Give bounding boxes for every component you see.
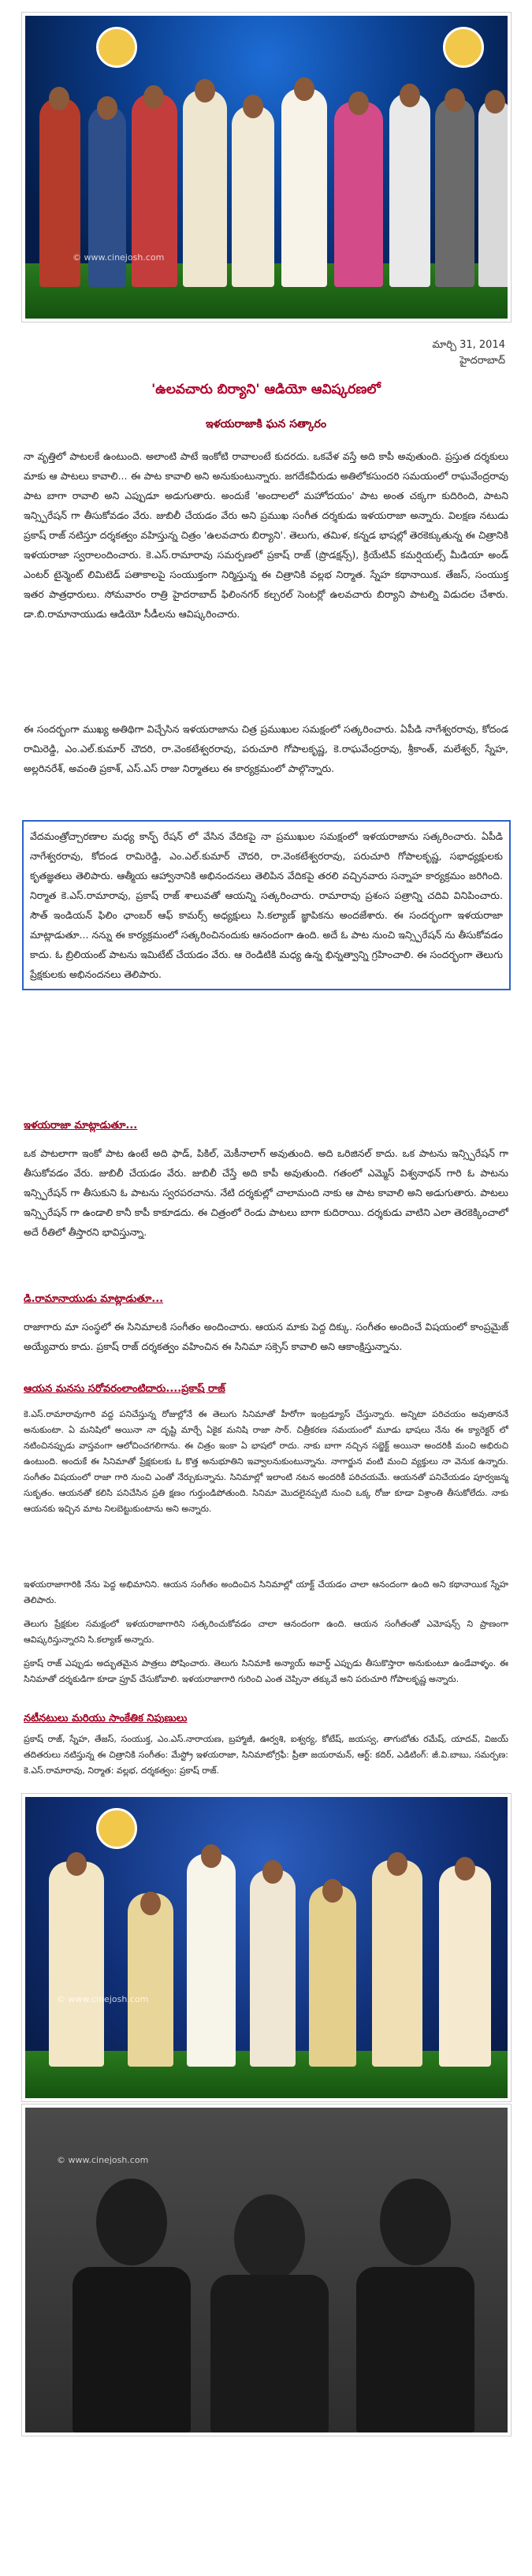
section-heading-cast: నటీనటులు మరియు సాంకేతిక నిపుణులు xyxy=(24,1713,188,1724)
article-paragraph: ఒక పాటలాగా ఇంకో పాట ఉంటే అది ఫాడ్, పికిల్, మెకీనాలాగ్ అవుతుంది. అది ఒరిజినల్ కాదు. ఒక పాటను ఇన్స్పిరేషన్ గా తీసుకోవడం వేరు. జుబిలీ చేయడం వేరు. జుబిలీ చేస్తే అది కాపీ అవుతుంది. గతంలో ఎమ్మెస్ విశ్వనాథన్ గారి ఓ పాటను ఇన్స్పిరేషన్ గా తీసుకుని ఓ పాటను స్వరపరచాను. నేటి దర్శకుల్లో చాలామంది నాకు ఆ పాట కావాలి అని అడుగుతారు. పాటలు ఇన్స్పిరేషన్ గా ఉండాలి కానీ కాపీ కాకూడదు. ఈ చిత్రంలో రెండు పాటలు బాగా కుదిరాయి. దర్శకుడు వాటిని ఎలా తెరకెక్కించాలో అదే రీతిలో తీస్తారని భావిస్తున్నా. xyxy=(24,1147,508,1238)
event-logo-left xyxy=(96,27,137,68)
dateline xyxy=(432,337,505,369)
event-stage-photo xyxy=(22,13,511,322)
article-paragraph: రాజాగారు మా సంస్థలో ఈ సినిమాలకి సంగీతం అందించారు. ఆయన మాకు పెద్ద దిక్కు. సంగీతం అందించే విషయంలో కాంప్రమైజ్ అయ్యేవారు కాదు. ప్రకాష్ రాజ్ దర్శకత్వం వహించిన ఈ సినిమా సక్సెస్ కావాలి అని ఆకాంక్షిస్తున్నాను. xyxy=(24,1321,508,1352)
watermark: © www.cinejosh.com xyxy=(57,1994,149,2004)
watermark: © www.cinejosh.com xyxy=(57,2155,149,2165)
dance-performance-photo xyxy=(22,1794,511,2101)
section-heading-ramanaidu: డి.రామానాయుడు మాట్లాడుతూ... xyxy=(24,1293,164,1305)
article-paragraph: నా వృత్తిలో పాటలకే ఉంటుంది. అలాంటి పాటే ఇంకోటి రావాలంటే కుదరదు. ఒకవేళ వస్తే అది కాపీ అవుతుంది. ప్రస్తుత దర్శకులు మాకు ఆ పాటలు కావాలి... ఈ పాట కావాలి అని అనుకుంటున్నారు. జగదేకవీరుడు అతిలోకసుందరి సమయంలో రాఘవేంద్రరావు పాట బాగా రావాలి అని ఎప్పుడూ అడుగుతారు. అందుకే 'అందాలలో మహోదయం' పాట అంత చక్కగా కుదిరింది, పాటని ఇన్స్పిరేషన్ గా తీసుకోవడం వేరు. జుబిలీ చేయడం వేరు అని ప్రముఖ సంగీత దర్శకుడు ఇళయరాజా అన్నారు. విలక్షణ నటుడు ప్రకాష్ రాజ్ నటిస్తూ దర్శకత్వం వహిస్తున్న చిత్రం 'ఉలవచారు బిర్యాని'. తెలుగు, తమిళ, కన్నడ భాషల్లో తెరకెక్కుతున్న ఈ చిత్రానికి ఇళయరాజా స్వరాలందించారు. కె.ఎస్.రామారావు సమర్పణలో ప్రకాష్ రాజ్ (ప్రొడక్షన్స్), క్రియేటివ్ కమర్షియల్స్ మీడియా అండ్ ఎంటర్ టైన్మెంట్ లిమిటెడ్ పతాకాలపై సంయుక్తంగా నిర్మిస్తున్న ఈ చిత్రానికి వల్లభ నిర్మాత. స్నేహ కథానాయిక. తేజస్, సంయుక్త ఇతర పాత్రధారులు. సోమవారం రాత్రి హైదరాబాద్ ఫిలింనగర్ కల్చరల్ సెంటర్లో ఉలవచారు బిర్యాని పాటల్ని విడుదల చేశారు. డా.బి.రామానాయుడు ఆడియో సీడీలను ఆవిష్కరించారు. xyxy=(24,450,508,620)
watermark: © www.cinejosh.com xyxy=(73,252,165,263)
place: హైదరాబాద్ xyxy=(459,355,505,367)
article-paragraph: కె.ఎస్.రామారావుగారి వద్ద పనిచేస్తున్న రోజుల్లోనే ఈ తెలుగు సినిమాతో హీరోగా ఇంట్రడ్యూస్ చేస్తున్నారు. అన్నిటా పరిచయం అవుతాననే అనుకుంటా. ఏ మనిషిలో అయినా నా దృష్టి మార్చే ఏకైక మనిషి రాజా సార్. చిత్రీకరణ సమయంలో మూడు భాషలు నేను ఈ క్యారెక్టర్ లో నటించినప్పుడు వాస్తవంగా ఆలోచించగలిగాను. ఈ చిత్రం ఇంకా ఏ భాషలో రాదు. నాకు బాగా నచ్చిన సబ్జెక్ట్ అయినా అందరికీ మంచి అభిరుచి ఉంటుంది. అందుకే ఈ సినిమాతో ప్రేక్షకులకు ఓ కొత్త అనుభూతిని ఇవ్వాలనుకుంటున్నాను. నాగార్జున వంటి మంచి వ్యక్తులు నా వెనుక ఉన్నారు. సంగీతం విషయంలో రాజా గారి నుంచి ఎంతో నేర్చుకున్నాను. సినిమాల్లో ఇలాంటి నటన అందరికీ పరిచయమే. ఆయనతో పనిచేయడం పూర్వజన్మ సుకృతం. ఆయనతో కలిసి పనిచేసిన ప్రతి క్షణం గుర్తుండిపోతుంది. సినిమా మొదలైనప్పటి నుంచి ఒక్క రోజు కూడా విశ్రాంతి తీసుకోలేదు. నాకు ఆయనకు ఇచ్చిన మాట నిలబెట్టుకుంటాను అని అన్నారు. xyxy=(24,1409,508,1514)
subhead: ఇళయరాజాకి ఘన సత్కారం xyxy=(205,418,327,431)
article-paragraph: ఇళయరాజాగారికి నేను పెద్ద అభిమానిని. ఆయన సంగీతం అందించిన సినిమాల్లో యాక్ట్ చేయడం చాలా ఆనందంగా ఉంది అని కథానాయిక స్నేహ తెలిపారు. xyxy=(24,1579,508,1605)
event-logo-right xyxy=(443,27,484,68)
section-heading-ilayaraja: ఇళయరాజా మాట్లాడుతూ... xyxy=(24,1120,138,1131)
article-paragraph: ఈ సందర్భంగా ముఖ్య అతిథిగా విచ్చేసిన ఇళయరాజాను చిత్ర ప్రముఖుల సమక్షంలో సత్కరించారు. ఏపీడి నాగేశ్వరరావు, కోదండ రామిరెడ్డి, ఎం.ఎల్.కుమార్ చౌదరి, రా.వెంకటేశ్వరరావు, పరుచూరి గోపాలకృష్ణ, కె.రాఘవేంద్రరావు, శ్రీకాంత్, మలేశ్వర్, స్నేహ, అల్లరినరేశ్, అవంతి ప్రకాశ్, ఎస్.ఎస్ రాజు నిర్మాతలు ఈ కార్యక్రమంలో పాల్గొన్నారు. xyxy=(24,723,508,774)
section-heading-prakash: ఆయన మనసు సరోవరంలాంటిదారు....ప్రకాష్ రాజ్ xyxy=(24,1383,225,1395)
article-paragraph: ప్రకాష్ రాజ్ ఎప్పుడు అద్భుతమైన పాత్రలు పోషించారు. తెలుగు సినిమాకి అన్యాయ్ అవార్డ్ ఎప్పుడు తీసుకొస్తారా అనుకుంటూ ఉండేవాళ్ళం. ఈ సినిమాతో దర్శకుడిగా కూడా ప్రూవ్ చేసుకోవాలి. ఇళయరాజాగారి గురించి ఎంత చెప్పినా తక్కువే అని పరుచూరి గోపాలకృష్ణ అన్నారు. xyxy=(24,1658,508,1684)
date: మార్చి 31, 2014 xyxy=(432,339,505,351)
headline: 'ఉలవచారు బిర్యాని' ఆడియో ఆవిష్కరణలో xyxy=(151,382,381,397)
event-logo xyxy=(96,1808,137,1849)
audience-photo xyxy=(22,2104,511,2436)
highlight-box: వేదమంత్రోచ్చారణాల మధ్య కాన్ఫ్ రేషన్ లో వేసిన వేదికపై నా ప్రముఖుల సమక్షంలో ఇళయరాజాను సత్కరించారు. ఏపీడి నాగేశ్వరరావు, కోదండ రామిరెడ్డి, ఎం.ఎల్.కుమార్ చౌదరి, రా.వెంకటేశ్వరరావు, పరుచూరి గోపాలకృష్ణ, సభాధ్యక్షులకు కృతజ్ఞతలు తెలిపారు. ఆత్మీయ ఆహ్వానానికి అభినందనలు తెలిపిన వేదికపై తరలి వచ్చినవారు సన్నాహ కార్యక్రమం జరిగింది. నిర్మాత కె.ఎస్.రామారావు, ప్రకాష్ రాజ్ శాలువతో ఆయన్ని సత్కరించారు. రామారావు ప్రశంస పత్రాన్ని చదివి వినిపించారు. సౌత్ ఇండియన్ ఫిలిం ఛాంబర్ ఆఫ్ కామర్స్ అధ్యక్షులు సి.కల్యాణ్ జ్ఞాపికను అందజేశారు. ఈ సందర్భంగా ఇళయరాజా మాట్లాడుతూ... నన్ను ఈ కార్యక్రమంలో సత్కరించినందుకు ఆనందంగా ఉంది. అదే ఓ పాట నుంచి ఇన్స్పిరేషన్ ను తీసుకోవడం కాదు. ఓ బ్రిలియంట్ పాటను ఇమిటేట్ చేయడం వేరు. ఆ రెండిటికి మధ్య ఉన్న భిన్నత్వాన్ని గ్రహించాలి. ఈ సందర్భంగా తెలుగు ప్రేక్షకులకు అభినందనలు తెలిపారు. xyxy=(22,820,511,990)
article-paragraph: తెలుగు ప్రేక్షకుల సమక్షంలో ఇళయరాజాగారిని సత్కరించుకోవడం చాలా ఆనందంగా ఉంది. ఆయన సంగీతంతో ఎమోషన్స్ ని ప్రాణంగా ఆవిష్కరిస్తున్నారని సి.కల్యాణ్ అన్నారు. xyxy=(24,1619,508,1645)
article-paragraph: ప్రకాష్ రాజ్, స్నేహ, తేజస్, సంయుక్త, ఎం.ఎస్.నారాయణ, బ్రహ్మాజీ, ఊర్వశి, ఐశ్వర్య, కోటేష్, జయస్వ, తాగుబోతు రమేష్, యాదవ్, విజయ్ తదితరులు నటిస్తున్న ఈ చిత్రానికి సంగీతం: మేస్ట్రో ఇళయరాజా, సినిమాటోగ్రఫీ: ప్రీతా జయరామన్, ఆర్ట్: కదిర్, ఎడిటింగ్: జీ.వి.బాబు, సమర్పణ: కె.ఎస్.రామారావు, నిర్మాత: వల్లభ, దర్శకత్వం: ప్రకాష్ రాజ్. xyxy=(24,1734,508,1776)
